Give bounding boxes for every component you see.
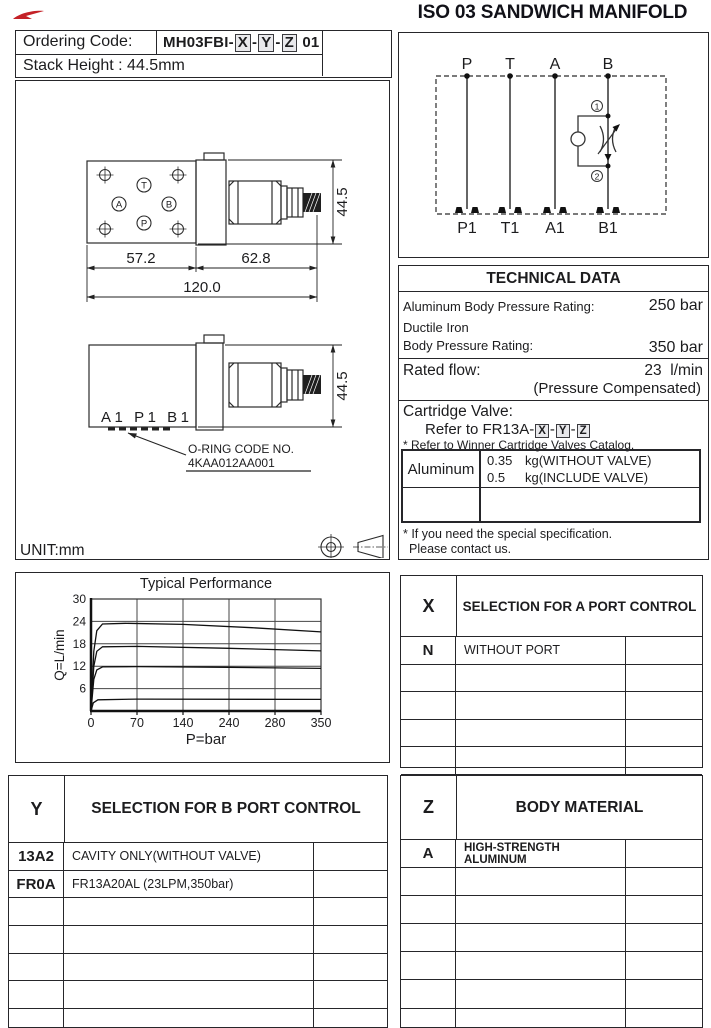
cartridge-prefix: Refer to FR13A- bbox=[425, 421, 535, 438]
weight-row-empty bbox=[403, 488, 699, 521]
weight-1-number: 0.35 bbox=[487, 453, 513, 468]
table-cell bbox=[626, 952, 702, 979]
selection-table-z-header bbox=[401, 776, 702, 840]
node-dot bbox=[507, 73, 513, 79]
y-axis-label: Q=L/min bbox=[52, 629, 67, 681]
x-tick-label: 0 bbox=[87, 716, 95, 730]
x-tick-label: 140 bbox=[172, 716, 194, 730]
dim-57-2: 57.2 bbox=[126, 250, 156, 267]
cartridge-valve-block bbox=[403, 403, 703, 453]
page-title: ISO 03 SANDWICH MANIFOLD bbox=[417, 2, 688, 23]
x-tick-label: 70 bbox=[130, 716, 144, 730]
thread-stub bbox=[303, 193, 321, 212]
third-angle-projection-icon bbox=[318, 534, 388, 558]
divider bbox=[156, 31, 157, 55]
table-cell bbox=[626, 720, 702, 747]
code-z-box: Z bbox=[282, 34, 297, 52]
x-axis-label: P=bar bbox=[185, 731, 227, 748]
table-cell bbox=[626, 692, 702, 719]
port-label-p: P bbox=[461, 56, 473, 73]
ductile-pressure-value: 350 bar bbox=[648, 339, 703, 356]
table-cell bbox=[626, 980, 702, 1007]
table-cell bbox=[314, 871, 387, 898]
table-row bbox=[9, 926, 387, 954]
table-cell bbox=[626, 1009, 702, 1028]
side-port-labels: A1 P1 B1 bbox=[101, 409, 189, 426]
table-cell bbox=[401, 665, 456, 692]
node-dot bbox=[606, 164, 611, 169]
port-label-t1: T1 bbox=[500, 220, 520, 237]
table-row bbox=[9, 1009, 387, 1028]
port-label-b: B bbox=[602, 56, 614, 73]
dim-44-5-top: 44.5 bbox=[334, 187, 351, 217]
x-code-letter: X bbox=[401, 576, 457, 636]
table-row bbox=[401, 840, 702, 868]
table-row bbox=[401, 924, 702, 952]
table-cell bbox=[314, 1009, 387, 1028]
weight-material-cell: Aluminum bbox=[403, 451, 481, 487]
table-cell: CAVITY ONLY(WITHOUT VALVE) bbox=[64, 843, 314, 870]
chart-title: Typical Performance bbox=[139, 576, 273, 592]
node-1-label: 1 bbox=[594, 101, 600, 112]
table-row bbox=[401, 720, 702, 748]
table-cell bbox=[314, 843, 387, 870]
rated-flow-row bbox=[403, 362, 703, 400]
rated-flow-unit: l/min bbox=[670, 362, 703, 379]
weight-2-number: 0.5 bbox=[487, 470, 506, 485]
z-table-title: BODY MATERIAL bbox=[515, 798, 644, 816]
weight-material-cell-empty bbox=[403, 488, 481, 521]
table-cell bbox=[401, 868, 456, 895]
x-tick-label: 240 bbox=[218, 716, 240, 730]
technical-data-header: TECHNICAL DATA bbox=[399, 266, 708, 292]
ductile-label-2: Body Pressure Rating: bbox=[403, 338, 534, 353]
table-cell bbox=[456, 952, 626, 979]
code-x-box: X bbox=[235, 34, 251, 52]
plot-border bbox=[91, 599, 321, 711]
dimension-drawings-box bbox=[15, 80, 390, 560]
code-sep: - bbox=[252, 34, 258, 51]
table-cell bbox=[314, 898, 387, 925]
cartridge-x-box: X bbox=[535, 424, 549, 438]
table-row bbox=[9, 954, 387, 982]
table-cell bbox=[626, 896, 702, 923]
table-row bbox=[9, 981, 387, 1009]
cartridge-valve-ref bbox=[403, 421, 703, 438]
table-cell bbox=[401, 1009, 456, 1028]
y-table-title: SELECTION FOR B PORT CONTROL bbox=[91, 800, 361, 817]
table-cell bbox=[9, 898, 64, 925]
flow-direction-arrowhead bbox=[605, 154, 612, 161]
port-label-t: T bbox=[505, 56, 515, 73]
z-code-letter: Z bbox=[401, 776, 457, 839]
manifold-boundary-dashed bbox=[436, 76, 666, 214]
dim-62-8: 62.8 bbox=[241, 250, 271, 267]
series-setting-17lpm bbox=[91, 646, 321, 711]
table-cell bbox=[64, 954, 314, 981]
table-row bbox=[9, 843, 387, 871]
port-mark-a: A bbox=[115, 199, 123, 211]
table-cell bbox=[456, 868, 626, 895]
thread-stub-side bbox=[303, 375, 321, 394]
table-row bbox=[401, 692, 702, 720]
table-cell bbox=[456, 747, 626, 774]
table-cell bbox=[9, 1009, 64, 1028]
oring-code-value: 4KAA012AA001 bbox=[188, 456, 275, 470]
aluminum-pressure-label: Aluminum Body Pressure Rating: bbox=[403, 298, 595, 314]
hydraulic-schematic-drawing bbox=[399, 33, 707, 256]
port-label-p1: P1 bbox=[457, 220, 477, 237]
table-cell bbox=[314, 926, 387, 953]
ordering-code-value bbox=[163, 34, 319, 52]
table-cell bbox=[314, 981, 387, 1008]
table-cell bbox=[401, 896, 456, 923]
cartridge-z-box: Z bbox=[577, 424, 590, 438]
ductile-label-1: Ductile Iron bbox=[403, 320, 469, 335]
table-cell bbox=[626, 747, 702, 774]
table-cell bbox=[401, 747, 456, 774]
table-row bbox=[401, 868, 702, 896]
table-row bbox=[9, 871, 387, 899]
series-setting-3lpm bbox=[91, 699, 321, 711]
table-cell bbox=[401, 952, 456, 979]
rated-flow-note: (Pressure Compensated) bbox=[533, 380, 701, 397]
table-cell bbox=[456, 980, 626, 1007]
x-table-body bbox=[401, 637, 702, 775]
table-cell bbox=[626, 868, 702, 895]
table-cell bbox=[64, 1009, 314, 1028]
aluminum-pressure-row bbox=[403, 294, 703, 318]
table-cell bbox=[626, 637, 702, 664]
performance-chart-box bbox=[15, 572, 390, 763]
table-row bbox=[401, 637, 702, 665]
unit-label: UNIT:mm bbox=[20, 542, 85, 558]
port-label-a1: A1 bbox=[545, 220, 565, 237]
node-dot bbox=[464, 73, 470, 79]
oring-leader-arrow bbox=[128, 433, 186, 455]
check-valve-icon bbox=[571, 132, 585, 146]
table-row bbox=[401, 980, 702, 1008]
y-table-body bbox=[9, 843, 387, 1028]
code-prefix: MH03FBI- bbox=[163, 34, 234, 51]
table-cell bbox=[626, 665, 702, 692]
ordering-code-table bbox=[15, 30, 392, 78]
table-cell: A bbox=[401, 840, 456, 867]
technical-data-box bbox=[398, 265, 709, 560]
aluminum-pressure-value: 250 bar bbox=[648, 297, 703, 314]
table-cell bbox=[456, 896, 626, 923]
y-tick-label: 18 bbox=[72, 636, 86, 651]
table-cell bbox=[9, 981, 64, 1008]
y-tick-label: 12 bbox=[72, 659, 86, 674]
table-cell: N bbox=[401, 637, 456, 664]
weight-2-text: kg(INCLUDE VALVE) bbox=[525, 470, 649, 485]
selection-table-x-header bbox=[401, 576, 702, 637]
table-cell bbox=[9, 926, 64, 953]
table-cell bbox=[401, 720, 456, 747]
table-cell bbox=[64, 926, 314, 953]
y-code-letter: Y bbox=[9, 776, 65, 842]
table-row bbox=[401, 1009, 702, 1028]
x-tick-label: 280 bbox=[264, 716, 286, 730]
rated-flow-label: Rated flow: bbox=[403, 362, 481, 379]
weight-1-text: kg(WITHOUT VALVE) bbox=[525, 453, 652, 468]
y-tick-label: 30 bbox=[72, 592, 86, 606]
z-table-body bbox=[401, 840, 702, 1028]
code-sep: - bbox=[275, 34, 281, 51]
table-cell bbox=[64, 981, 314, 1008]
divider bbox=[16, 54, 323, 55]
node-dot bbox=[552, 73, 558, 79]
node-2-label: 2 bbox=[594, 171, 600, 182]
footnote-line-1: * If you need the special specification. bbox=[403, 527, 613, 541]
port-mark-p: P bbox=[140, 218, 148, 230]
table-row bbox=[401, 665, 702, 693]
table-row bbox=[9, 898, 387, 926]
code-y-box: Y bbox=[258, 34, 274, 52]
rated-flow-value: 23 bbox=[644, 362, 662, 379]
table-cell bbox=[401, 980, 456, 1007]
table-row bbox=[401, 896, 702, 924]
table-cell bbox=[9, 954, 64, 981]
port-label-b1: B1 bbox=[598, 220, 618, 237]
cartridge-sep: - bbox=[570, 421, 576, 438]
code-suffix: 01 bbox=[302, 34, 320, 51]
table-cell bbox=[456, 692, 626, 719]
table-cell: WITHOUT PORT bbox=[456, 637, 626, 664]
special-spec-footnote bbox=[403, 527, 703, 557]
y-tick-label: 24 bbox=[72, 614, 86, 629]
table-cell bbox=[626, 924, 702, 951]
port-mark-b: B bbox=[165, 199, 173, 211]
bottom-port-symbols bbox=[455, 207, 620, 213]
table-cell bbox=[456, 665, 626, 692]
footnote-line-2: Please contact us. bbox=[409, 542, 512, 556]
table-row bbox=[401, 952, 702, 980]
table-cell bbox=[314, 954, 387, 981]
table-cell bbox=[401, 692, 456, 719]
node-dot bbox=[606, 114, 611, 119]
table-cell: HIGH-STRENGTH ALUMINUM bbox=[456, 840, 626, 867]
table-cell: FR0A bbox=[9, 871, 64, 898]
stack-height-label: Stack Height : 44.5mm bbox=[23, 57, 185, 74]
table-cell bbox=[626, 840, 702, 867]
divider bbox=[399, 400, 708, 401]
table-cell: 13A2 bbox=[9, 843, 64, 870]
hydraulic-schematic-box bbox=[398, 32, 709, 258]
weight-value-cell-empty bbox=[481, 488, 699, 521]
port-label-a: A bbox=[549, 56, 561, 73]
x-tick-label: 350 bbox=[310, 716, 332, 730]
performance-chart bbox=[16, 573, 388, 761]
weight-table bbox=[401, 449, 701, 523]
divider bbox=[399, 358, 708, 359]
table-cell bbox=[456, 1009, 626, 1028]
table-cell bbox=[456, 720, 626, 747]
dim-120-0: 120.0 bbox=[183, 279, 221, 296]
y-tick-label: 6 bbox=[79, 681, 86, 696]
cartridge-sep: - bbox=[549, 421, 555, 438]
node-dot bbox=[605, 73, 611, 79]
selection-table-z bbox=[400, 775, 703, 1028]
table-cell bbox=[401, 924, 456, 951]
table-cell: FR13A20AL (23LPM,350bar) bbox=[64, 871, 314, 898]
dim-44-5-side: 44.5 bbox=[334, 371, 351, 401]
cartridge-note: * Refer to Winner Cartridge Valves Catalog. bbox=[403, 438, 635, 453]
dimension-drawings bbox=[16, 81, 388, 558]
port-mark-t: T bbox=[141, 180, 147, 192]
table-cell bbox=[456, 924, 626, 951]
oring-code-label: O-RING CODE NO. bbox=[188, 442, 295, 456]
selection-table-x bbox=[400, 575, 703, 768]
selection-table-y-header bbox=[9, 776, 387, 843]
top-view-port-marks bbox=[112, 178, 176, 230]
ordering-code-label: Ordering Code: bbox=[23, 33, 133, 50]
selection-table-y bbox=[8, 775, 388, 1028]
x-table-title: SELECTION FOR A PORT CONTROL bbox=[462, 598, 697, 614]
table-row bbox=[401, 747, 702, 775]
weight-row-aluminum bbox=[403, 451, 699, 488]
ductile-pressure-row bbox=[403, 319, 703, 357]
table-cell bbox=[64, 898, 314, 925]
cartridge-y-box: Y bbox=[556, 424, 570, 438]
brand-logo-swoosh bbox=[10, 7, 46, 23]
cartridge-valve-label: Cartridge Valve: bbox=[403, 403, 513, 420]
